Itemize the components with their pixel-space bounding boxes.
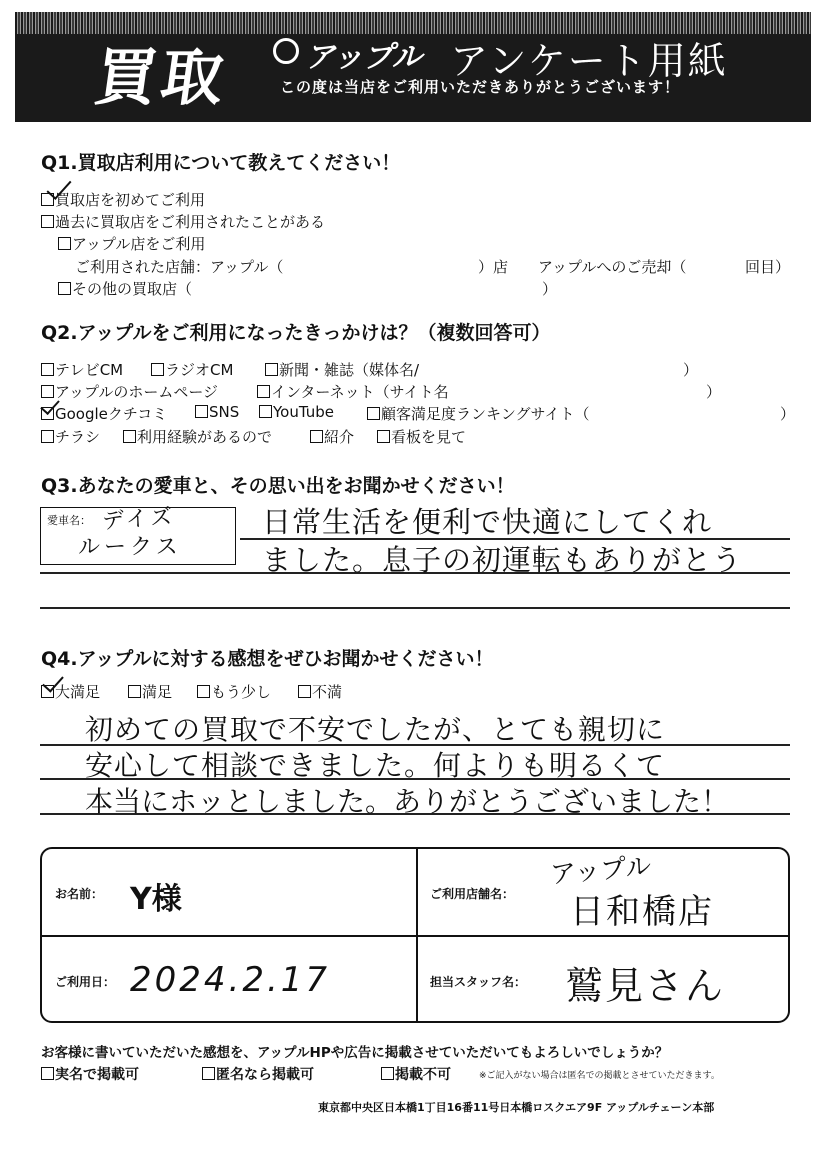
checkbox[interactable] xyxy=(298,685,311,698)
document-title: アンケート用紙 xyxy=(450,39,728,83)
option-label: 新聞・雑誌（媒体名/ xyxy=(279,361,420,379)
checkbox[interactable] xyxy=(197,685,210,698)
option-label: アップルのホームページ xyxy=(55,383,219,401)
checkbox[interactable] xyxy=(41,363,54,376)
option-label: インターネット（サイト名 xyxy=(271,383,449,401)
q4-answer-line-1: 初めての買取で不安でしたが、とても親切に xyxy=(85,713,666,746)
q2-option-flyer[interactable] xyxy=(41,426,100,447)
checkbox[interactable] xyxy=(367,407,380,420)
q4-answer-line-3: 本当にホッとしました。ありがとうございました！ xyxy=(85,785,730,818)
brand-name: アップル xyxy=(305,40,422,75)
option-label: 顧客満足度ランキングサイト（ xyxy=(381,405,590,423)
checkbox[interactable] xyxy=(202,1067,215,1080)
consent-option-real-name[interactable] xyxy=(41,1064,139,1084)
q2-ranking-close: ） xyxy=(780,405,796,423)
checkbox[interactable] xyxy=(123,430,136,443)
q2-option-sign[interactable] xyxy=(377,426,466,447)
checkbox[interactable] xyxy=(259,405,272,418)
store-value-handwritten-2: 日和橋店 xyxy=(570,892,714,932)
q4-option-more[interactable] xyxy=(197,681,271,702)
staff-value-handwritten: 鷲見さん xyxy=(565,964,726,1008)
checkbox[interactable] xyxy=(377,430,390,443)
checkbox[interactable] xyxy=(310,430,323,443)
option-label: もう少し xyxy=(211,683,272,701)
option-label: 不満 xyxy=(312,683,343,701)
apple-logo-icon xyxy=(273,38,299,64)
q4-title: Q4.アップルに対する感想をぜひお聞かせください！ xyxy=(41,648,494,670)
q1-title: Q1.買取店利用について教えてください！ xyxy=(41,152,401,174)
q1-option-first[interactable] xyxy=(41,189,205,210)
checkbox[interactable] xyxy=(41,215,54,228)
q3-answer-line-2: ました。息子の初運転もありがとう xyxy=(262,543,743,577)
option-label: ラジオCM xyxy=(165,361,234,379)
staff-label: 担当スタッフ名： xyxy=(430,975,527,989)
option-label: YouTube xyxy=(273,403,334,421)
q2-title: Q2.アップルをご利用になったきっかけは？（複数回答可） xyxy=(41,322,551,344)
q2-option-google[interactable] xyxy=(41,403,167,424)
q1-option-past[interactable] xyxy=(41,211,325,232)
store-label: ご利用店舗名： xyxy=(430,887,515,901)
option-label: SNS xyxy=(209,403,240,421)
name-value: Y様 xyxy=(130,882,182,917)
option-label: Googleクチコミ xyxy=(55,405,168,423)
car-maker-handwritten: デイズ xyxy=(101,504,177,535)
consent-note: ※ご記入がない場合は匿名での掲載とさせていただきます。 xyxy=(479,1071,720,1081)
option-label: 看板を見て xyxy=(391,428,467,446)
q2-option-hp[interactable] xyxy=(41,381,218,402)
option-label: その他の買取店（ xyxy=(72,280,193,298)
option-label: 過去に買取店をご利用されたことがある xyxy=(55,213,326,231)
q2-option-youtube[interactable] xyxy=(259,403,334,421)
q1-option-apple[interactable] xyxy=(58,233,205,254)
checkbox[interactable] xyxy=(257,385,270,398)
q1-option-other[interactable] xyxy=(58,278,192,299)
consent-option-anon[interactable] xyxy=(202,1064,314,1084)
consent-option-no[interactable] xyxy=(381,1064,451,1084)
checkbox[interactable] xyxy=(195,405,208,418)
hq-address: 東京都中央区日本橋1丁目16番11号日本橋ロスクエア9F アップルチェーン本部 xyxy=(318,1101,715,1114)
q4-option-satisfied[interactable] xyxy=(128,681,172,702)
option-label: 実名で掲載可 xyxy=(55,1067,139,1083)
q3-answer-line-1: 日常生活を便利で快適にしてくれ xyxy=(262,505,713,539)
option-label: 満足 xyxy=(142,683,173,701)
option-label: チラシ xyxy=(55,428,101,446)
q1-store-suffix: ）店 xyxy=(478,258,509,276)
store-value-handwritten-1: アップル xyxy=(549,851,653,891)
q4-option-dissatisfied[interactable] xyxy=(298,681,342,702)
q2-option-tv[interactable] xyxy=(41,359,123,380)
q1-visits-suffix: 回目） xyxy=(745,258,791,276)
publish-consent-question: お客様に書いていただいた感想を、アップルHPや広告に掲載させていただいてもよろしいでしょうか？ xyxy=(41,1045,669,1061)
name-label: お名前： xyxy=(55,887,104,901)
q2-internet-close: ） xyxy=(706,383,722,401)
answer-rule xyxy=(40,607,790,609)
q2-option-news[interactable] xyxy=(265,359,419,380)
checkbox[interactable] xyxy=(151,363,164,376)
option-label: 利用経験があるので xyxy=(137,428,273,446)
thanks-message: この度は当店をご利用いただきありがとうございます！ xyxy=(280,78,681,96)
checkbox[interactable] xyxy=(58,237,71,250)
checkbox[interactable] xyxy=(128,685,141,698)
q2-option-experience[interactable] xyxy=(123,426,272,447)
q2-option-ranking[interactable] xyxy=(367,403,590,424)
date-value-handwritten: 2024.2.17 xyxy=(130,960,331,1000)
date-label: ご利用日： xyxy=(55,975,116,989)
option-label: アップル店をご利用 xyxy=(72,235,206,253)
option-label: テレビCM xyxy=(55,361,124,379)
q2-option-internet[interactable] xyxy=(257,381,449,402)
checkbox[interactable] xyxy=(41,1067,54,1080)
q4-answer-line-2: 安心して相談できました。何よりも明るくて xyxy=(85,749,666,782)
q1-visits-label: アップルへのご売却（ xyxy=(538,258,687,276)
q2-news-close: ） xyxy=(683,361,699,379)
option-label: 匿名なら掲載可 xyxy=(216,1067,314,1083)
q2-option-intro[interactable] xyxy=(310,426,354,447)
q1-other-close: ） xyxy=(542,280,558,298)
option-label: 紹介 xyxy=(324,428,355,446)
q2-option-radio[interactable] xyxy=(151,359,233,380)
checkbox[interactable] xyxy=(265,363,278,376)
car-model-handwritten: ルークス xyxy=(78,535,182,560)
q1-store-line: ご利用された店舗：アップル（ xyxy=(75,258,284,276)
q3-title: Q3.あなたの愛車と、その思い出をお聞かせください！ xyxy=(41,475,515,497)
kaitori-logo-text: 買取 xyxy=(90,41,233,114)
car-name-label: 愛車名： xyxy=(47,514,91,527)
checkbox[interactable] xyxy=(58,282,71,295)
checkbox[interactable] xyxy=(41,430,54,443)
checkbox[interactable] xyxy=(381,1067,394,1080)
option-label: 大満足 xyxy=(55,683,101,701)
option-label: 掲載不可 xyxy=(395,1067,451,1083)
info-divider xyxy=(42,935,788,937)
q2-option-sns[interactable] xyxy=(195,403,239,421)
option-label: 買取店を初めてご利用 xyxy=(55,191,206,209)
